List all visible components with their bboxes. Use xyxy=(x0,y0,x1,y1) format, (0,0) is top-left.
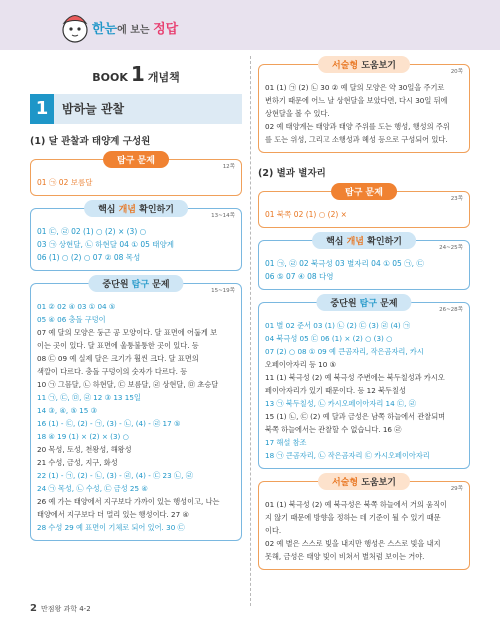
section-title: 밤하늘 관찰 xyxy=(54,94,242,124)
answer-line: 26 예 가는 태양에서 지구보다 가까이 있는 행성이고, 나는 xyxy=(37,497,220,506)
answer-line: 05 ④ 06 충돌 구덩이 xyxy=(37,315,106,324)
answer-line: 21 수성, 금성, 지구, 화성 xyxy=(37,458,118,467)
answer-line: 01 (1) ㉠ (2) ㉡ 30 ② 예 달의 모양은 약 30일을 주기로 xyxy=(265,83,445,92)
answer-line: 이는 곳이 있다. 달 표면에 울퉁불퉁한 곳이 있다. 등 xyxy=(37,341,199,350)
answer-row: 03 ㉠ 상현달, ㉡ 하현달 04 ① 05 태양계 xyxy=(37,240,175,249)
label-part: 보기 xyxy=(378,478,397,488)
title-part: 정답 xyxy=(153,22,179,37)
book-label: BOOK xyxy=(92,71,128,84)
answer-row: 01 ㉠ 02 보름달 xyxy=(37,178,93,187)
page-footer xyxy=(30,603,91,614)
label-part: 중단원 xyxy=(102,280,132,290)
label-part: 개념 xyxy=(346,237,364,247)
answer-line: 16 (1) - ㉢, (2) - ㉠, (3) - ㉡, (4) - ㉣ 17 ⑤ xyxy=(37,419,181,428)
box-label xyxy=(318,473,410,490)
answer-row: 01 ㉠, ㉣ 02 북극성 03 별자리 04 ① 05 ㉠, ㉢ xyxy=(265,259,424,268)
page-ref: 24~25쪽 xyxy=(439,245,463,251)
page-ref: 23쪽 xyxy=(450,196,463,202)
descriptive-help-box xyxy=(258,478,470,570)
answer-line: 15 (1) ㉡, ㉢ (2) 예 달과 금성은 남쪽 하늘에서 관찰되며 xyxy=(265,412,446,421)
title-part: 한눈 xyxy=(92,22,118,37)
section-number: 1 xyxy=(30,94,54,124)
label-part: 확인하기 xyxy=(364,237,402,247)
answer-line: 태양에서 지구보다 더 멀리 있는 행성이다. 27 ④ xyxy=(37,510,189,519)
page-number: 2 xyxy=(30,603,37,614)
answer-line: 24 ㉠ 목성, ㉡ 수성, ㉢ 금성 25 ④ xyxy=(37,484,148,493)
answer-line: 02 예 별은 스스로 빛을 내지만 행성은 스스로 빛을 내지 xyxy=(265,539,441,548)
box-label xyxy=(318,56,410,73)
label-part: 핵심 xyxy=(326,237,347,247)
answer-line: 오페이아자리 등 10 ⑤ xyxy=(265,360,337,369)
answer-row: 06 ⑤ 07 ④ 08 다영 xyxy=(265,272,334,281)
answer-row: 06 (1) ○ (2) ○ 07 ② 08 목성 xyxy=(37,253,141,262)
answer-line: 01 별 02 준서 03 (1) ㉡ (2) ㉢ (3) ㉣ (4) ㉠ xyxy=(265,321,411,330)
label-part: 탐구 xyxy=(359,299,378,309)
answer-line: 14 ③, ④, ⑤ 15 ③ xyxy=(37,406,98,415)
answer-line: 28 수성 29 예 표면이 기체로 되어 있어. 30 ㉢ xyxy=(37,523,185,532)
answer-line: 17 해설 참조 xyxy=(265,438,307,447)
answer-line: 11 ㉠, ㉢, ㉤, ㉣ 12 ③ 13 15일 xyxy=(37,393,141,402)
title-part: 에 보는 xyxy=(117,25,154,36)
answer-line: 색깔이 다르다. 충돌 구덩이의 숫자가 다르다. 등 xyxy=(37,367,188,376)
label-part: 탐구 xyxy=(131,280,150,290)
page-ref: 15~19쪽 xyxy=(211,288,235,294)
page-ref: 12쪽 xyxy=(222,164,235,170)
answer-line: 10 ㉠ 그믐달, ㉡ 하현달, ㉢ 보름달, ㉣ 상현달, ㉤ 초승달 xyxy=(37,380,219,389)
book-title xyxy=(30,62,242,90)
subsection-title: (2) 별과 별자리 xyxy=(258,168,326,179)
label-part: 보기 xyxy=(378,61,397,71)
concept-check-box xyxy=(30,205,242,271)
answer-line: 11 (1) 북극성 (2) 예 북극성 주변에는 북두칠성과 카시오 xyxy=(265,373,445,382)
concept-check-box xyxy=(258,237,470,290)
page-ref: 13~14쪽 xyxy=(211,213,235,219)
answer-line: 04 북극성 05 ㉢ 06 (1) × (2) ○ (3) ○ xyxy=(265,334,393,343)
answer-line: 북쪽 하늘에서는 관찰할 수 없습니다. 16 ㉣ xyxy=(265,425,402,434)
column-divider xyxy=(250,56,251,606)
answer-line: 07 (2) ○ 08 ① 09 예 큰곰자리, 작은곰자리, 카시 xyxy=(265,347,424,356)
answer-line: 페이아자리가 있기 때문이다. 등 12 북두칠성 xyxy=(265,386,406,395)
label-part: 확인하기 xyxy=(136,205,174,215)
box-label xyxy=(88,275,183,292)
label-part: 서술형 xyxy=(331,478,359,488)
box-label: 탐구 문제 xyxy=(103,151,169,168)
label-part: 개념 xyxy=(118,205,136,215)
answer-line: 20 목성, 토성, 천왕성, 해왕성 xyxy=(37,445,132,454)
label-part: 도움 xyxy=(358,61,379,71)
answer-line: 18 ④ 19 (1) × (2) × (3) ○ xyxy=(37,432,129,441)
answer-row: 01 북쪽 02 (1) ○ (2) × xyxy=(265,210,347,219)
label-part: 핵심 xyxy=(98,205,119,215)
book-series-label: 만점왕 과학 4-2 xyxy=(40,605,91,613)
label-part: 서술형 xyxy=(331,61,359,71)
answer-line: 를 도는 위성, 그리고 소행성과 혜성 등으로 구성되어 있다. xyxy=(265,135,448,144)
book-number: 1 xyxy=(130,62,145,86)
section-header xyxy=(30,94,242,124)
label-part: 문제 xyxy=(149,280,170,290)
answer-line: 22 (1) - ㉠, (2) - ㉡, (3) - ㉣, (4) - ㉢ 23 ㉡, ㉣ xyxy=(37,471,193,480)
box-label xyxy=(84,200,188,217)
descriptive-help-box xyxy=(258,61,470,153)
unit-problems-box xyxy=(258,299,470,469)
book-subtitle: 개념책 xyxy=(147,71,180,84)
answer-line: 못해, 금성은 태양 빛이 비쳐서 별처럼 보이는 거야. xyxy=(265,552,425,561)
label-part: 문제 xyxy=(377,299,398,309)
answer-line: 02 예 태양계는 태양과 태양 주위를 도는 행성, 행성의 주위 xyxy=(265,122,450,131)
inquiry-box xyxy=(30,156,242,196)
box-label: 탐구 문제 xyxy=(331,183,397,200)
answer-line: 08 ㉢ 09 예 실제 달은 크기가 훨씬 크다. 달 표면의 xyxy=(37,354,199,363)
mascot-icon xyxy=(60,10,90,44)
label-part: 중단원 xyxy=(330,299,360,309)
answer-line: 이다. xyxy=(265,526,282,535)
box-label xyxy=(316,294,411,311)
inquiry-box xyxy=(258,188,470,228)
right-column xyxy=(258,50,470,570)
answer-line: 상현달을 볼 수 있다. xyxy=(265,109,330,118)
answer-line: 01 (1) 북극성 (2) 예 북극성은 북쪽 하늘에서 거의 움직이 xyxy=(265,500,447,509)
page-ref: 20쪽 xyxy=(450,69,463,75)
header-title xyxy=(92,18,178,37)
unit-problems-box xyxy=(30,280,242,541)
answer-line: 01 ② 02 ④ 03 ① 04 ⑤ xyxy=(37,302,116,311)
answer-line: 지 않기 때문에 방향을 정하는 데 기준이 될 수 있기 때문 xyxy=(265,513,441,522)
box-label xyxy=(312,232,416,249)
subsection-title: (1) 달 관찰과 태양계 구성원 xyxy=(30,136,151,147)
page-ref: 29쪽 xyxy=(450,486,463,492)
answer-row: 01 ㉢, ㉣ 02 (1) ○ (2) × (3) ○ xyxy=(37,227,147,236)
answer-line: 07 예 달의 모양은 둥근 공 모양이다. 달 표면에 어둡게 보 xyxy=(37,328,218,337)
header-banner xyxy=(0,0,500,50)
answer-line: 13 ㉠ 북두칠성, ㉡ 카시오페이아자리 14 ㉢, ㉣ xyxy=(265,399,416,408)
left-column xyxy=(30,50,242,541)
label-part: 도움 xyxy=(358,478,379,488)
page-ref: 26~28쪽 xyxy=(439,307,463,313)
answer-line: 18 ㉠ 큰곰자리, ㉡ 작은곰자리 ㉢ 카시오페이아자리 xyxy=(265,451,430,460)
answer-line: 변하기 때문에 어느 날 상현달을 보았다면, 다시 30일 뒤에 xyxy=(265,96,448,105)
